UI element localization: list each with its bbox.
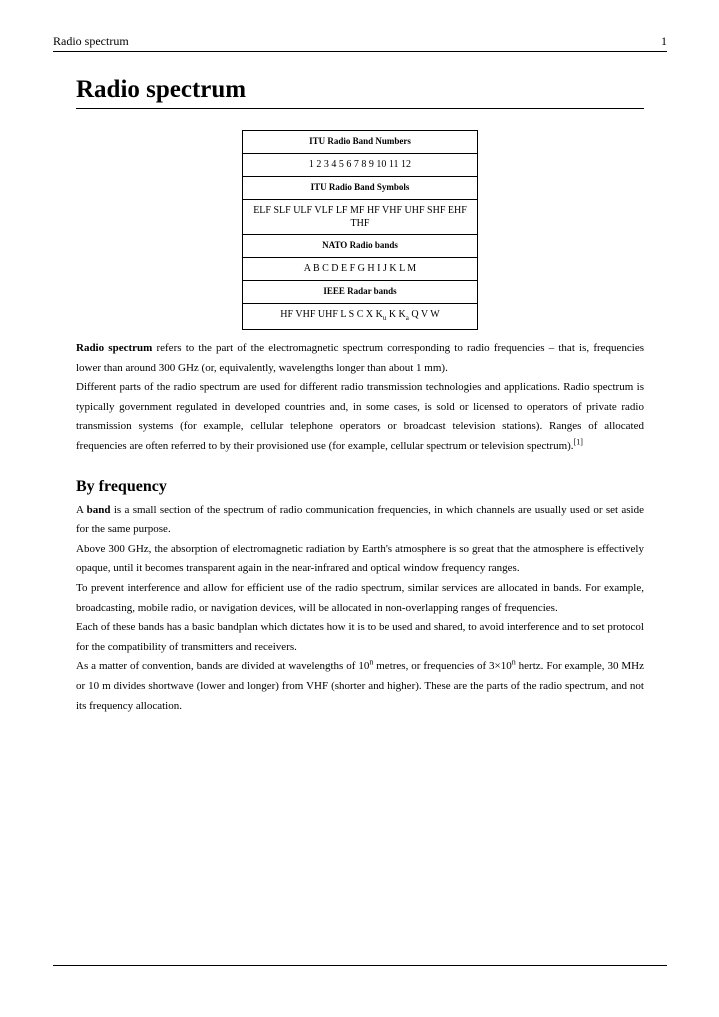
band-paragraph-3: To prevent interference and allow for efficient use of the radio spectrum, similar services are allocated in bands. For example, broadcasting, mobile radio, or navigation devices, will be allocated in non-overlapping ranges of frequencies. — [76, 581, 644, 614]
term-band: band — [86, 503, 111, 516]
footer-rule — [53, 965, 667, 966]
article-title: Radio spectrum — [76, 76, 247, 103]
band-paragraph-5: As a matter of convention, bands are divided at wavelengths of 10$^n$ metres, or frequencies of $3\times 10^n$ hertz. For example, 30 MHz or 10 m divides shortwave (lower and longer) from VHF (shorter and higher). These are the parts of the radio spectrum, and not its frequency allocation. — [76, 657, 644, 712]
term-radio-spectrum: Radio spectrum — [76, 342, 153, 354]
infobox-value-nato: A B C D E F G H I J K L M — [243, 257, 477, 280]
intro-paragraph-2: Different parts of the radio spectrum are used for different radio transmission technologies and applications. Radio spectrum is typically government regulated in developed countries and, in some cases, is sold or licensed to operators of private radio transmission systems (for example, cellular telephone operators or broadcast television stations). Ranges of allocated frequencies are often referred to by their provisioned use (for example, cellular spectrum or television spectrum).[1] — [76, 381, 644, 452]
infobox-label-nato: NATO Radio bands — [243, 234, 477, 257]
header-rule — [53, 51, 667, 52]
intro-paragraph-1: Radio spectrum refers to the part of the electromagnetic spectrum corresponding to radio frequencies – that is, frequencies lower than around 300 GHz (or, equivalently, wavelengths longer than about 1 mm). — [76, 342, 645, 374]
page-header — [53, 34, 667, 52]
infobox-label-itu-numbers: ITU Radio Band Numbers — [309, 136, 411, 146]
section-heading-by-frequency: By frequency — [76, 477, 167, 495]
band-paragraph-2: Above 300 GHz, the absorption of electromagnetic radiation by Earth's atmosphere is so great that the atmosphere is effectively opaque, until it becomes transparent again in the near-infrared and optical window frequency ranges. — [76, 542, 644, 575]
infobox-value-itu-symbols: ELF SLF ULF VLF LF MF HF VHF UHF SHF EHF THF — [243, 199, 477, 234]
title-rule — [76, 108, 644, 109]
infobox-value-ieee: HF VHF UHF L S C X $K_u$ K $K_a$ Q V W — [243, 303, 477, 329]
infobox-label-itu-symbols: ITU Radio Band Symbols — [243, 176, 477, 199]
band-paragraph-4: Each of these bands has a basic bandplan which dictates how it is to be used and shared, to avoid interference and to set protocol for the compatibility of transmitters and receivers. — [76, 621, 644, 653]
page-number: 1 — [661, 34, 667, 48]
band-paragraph-1: A band is a small section of the spectrum of radio communication frequencies, in which channels are usually used or set aside for the same purpose. — [76, 503, 644, 536]
infobox-table — [242, 130, 478, 330]
running-title: Radio spectrum — [53, 34, 129, 48]
reference-1-link[interactable]: [1] — [573, 437, 583, 447]
infobox-label-ieee: IEEE Radar bands — [243, 280, 477, 303]
infobox-value-itu-numbers: 1 2 3 4 5 6 7 8 9 10 11 12 — [243, 153, 477, 176]
article-body — [76, 74, 644, 716]
